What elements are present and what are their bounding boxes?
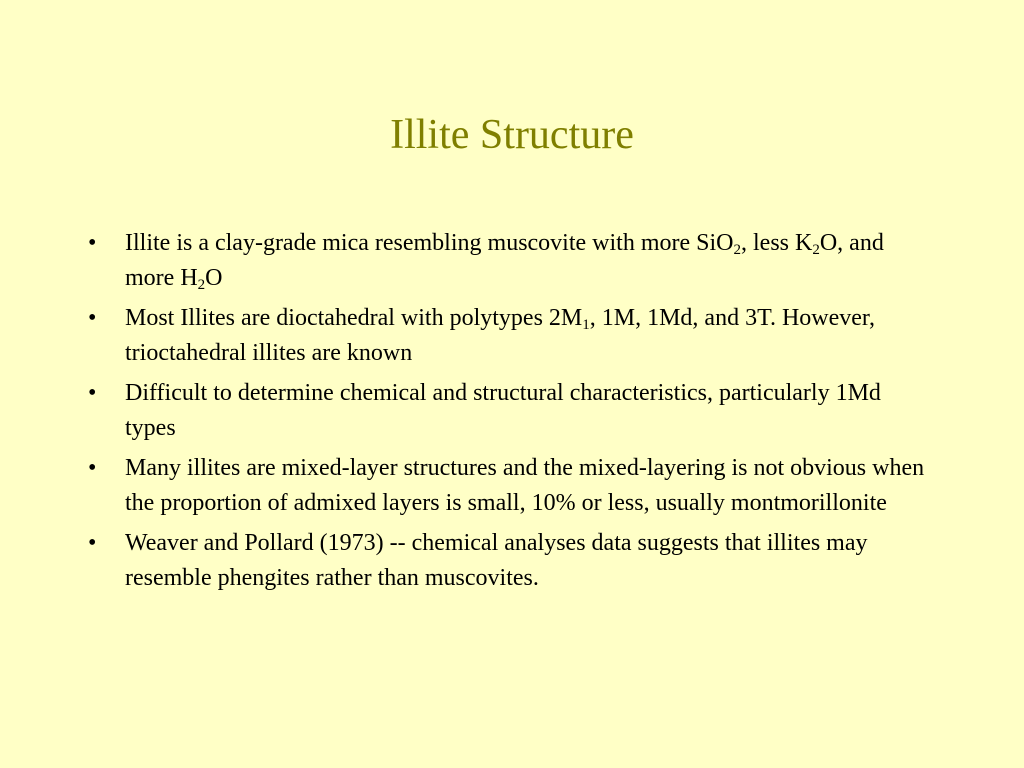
bullet-item-1 bbox=[88, 226, 928, 296]
bullet-text-2: Most Illites are dioctahedral with polytypes $2M_1$, 1M, 1Md, and 3T. However, trioctahedral illites are known bbox=[125, 305, 875, 366]
bullet-item-5 bbox=[88, 526, 928, 596]
bullet-icon: • bbox=[88, 455, 97, 481]
bullet-icon: • bbox=[88, 530, 97, 556]
bullet-icon: • bbox=[88, 380, 97, 406]
bullet-text-4: Many illites are mixed-layer structures and the mixed-layering is not obvious when the proportion of admixed layers is small, 10% or less, usually montmorillonite bbox=[125, 455, 925, 516]
bullet-icon: • bbox=[88, 305, 97, 331]
bullet-text-3: Difficult to determine chemical and structural characteristics, particularly 1Md types bbox=[125, 380, 881, 441]
bullet-text-1: Illite is a clay-grade mica resembling muscovite with more SiO$_2$, less $K_2O$, and more $H_2O$ bbox=[125, 230, 884, 293]
bullet-item-3 bbox=[88, 376, 928, 446]
slide-title: Illite Structure bbox=[390, 112, 634, 158]
bullet-text-5: Weaver and Pollard (1973) -- chemical analyses data suggests that illites may resemble phengites rather than muscovites. bbox=[125, 530, 868, 591]
bullet-item-4 bbox=[88, 451, 928, 521]
bullet-list bbox=[88, 226, 928, 601]
bullet-icon: • bbox=[88, 230, 97, 256]
bullet-item-2 bbox=[88, 301, 928, 371]
